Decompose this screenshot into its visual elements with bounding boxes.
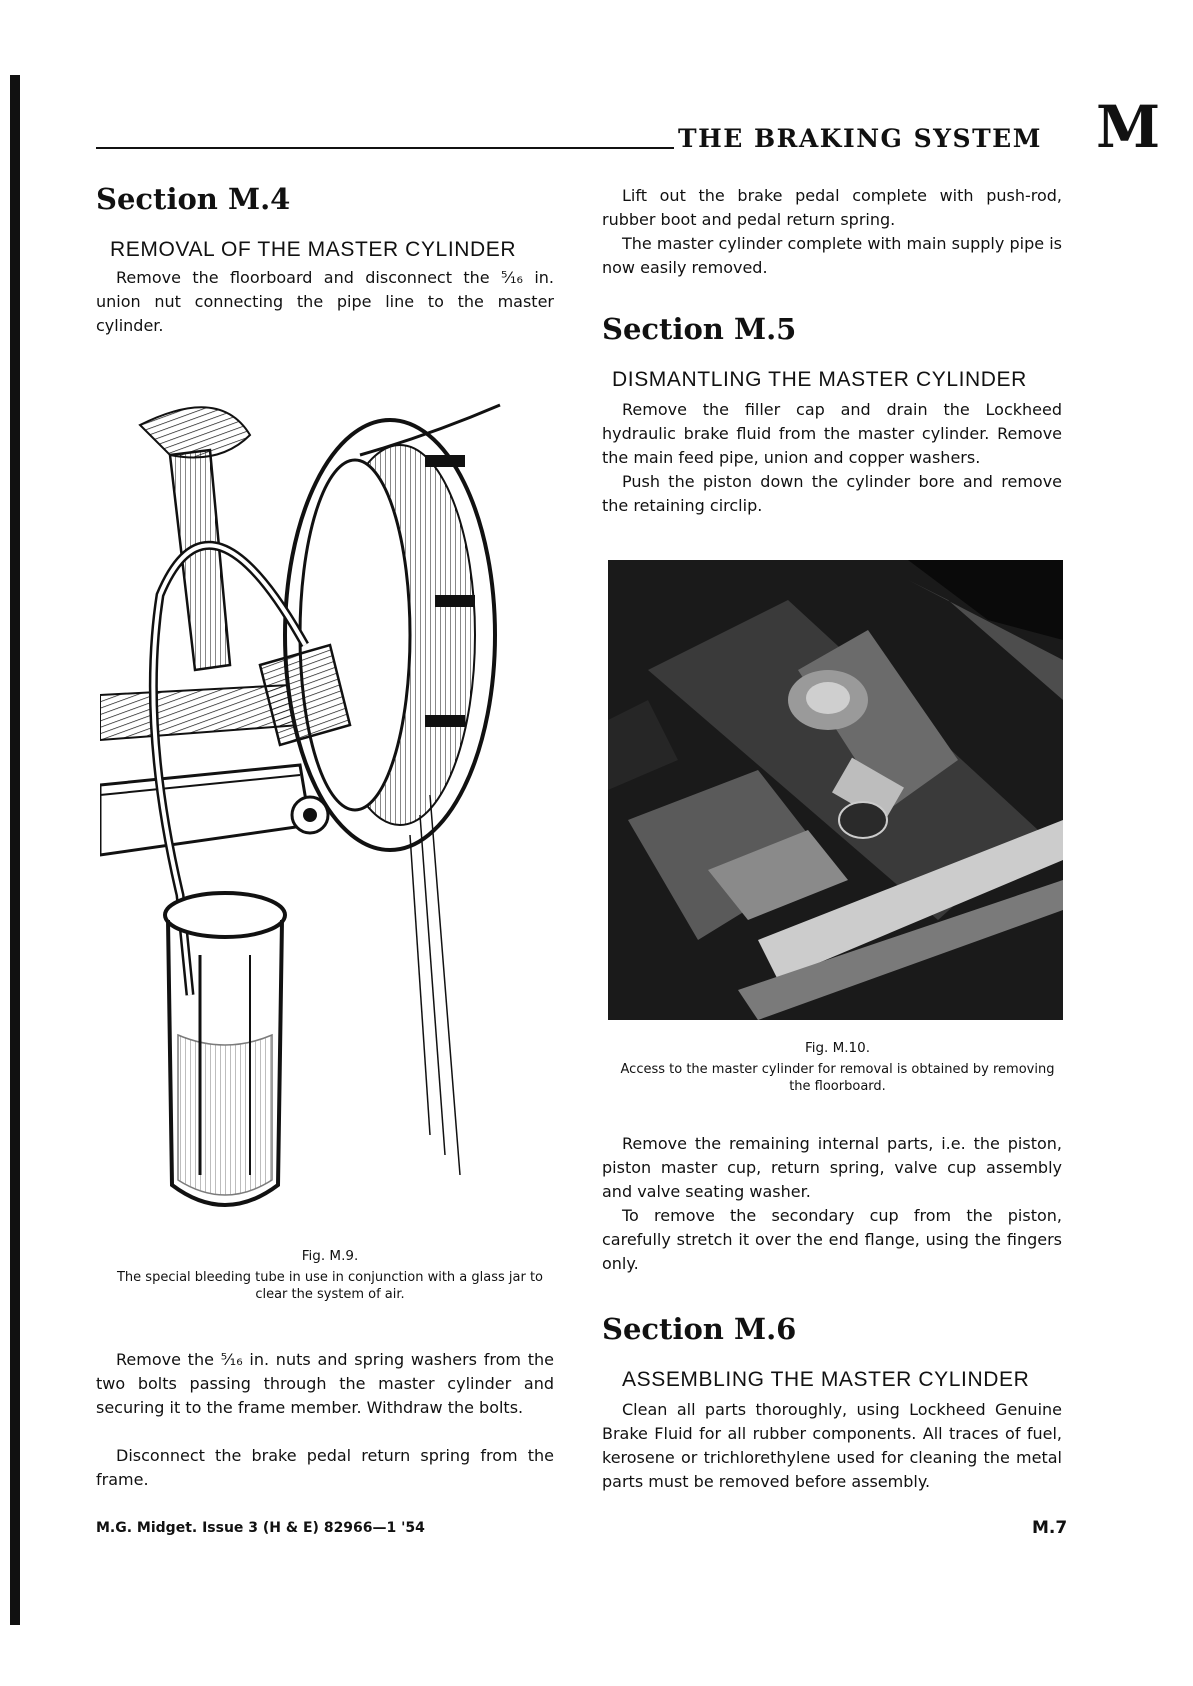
- right-paragraph-1: Lift out the brake pedal complete with push-rod, rubber boot and pedal return spring.: [602, 186, 1062, 229]
- footer-issue-info: M.G. Midget. Issue 3 (H & E) 82966—1 '54: [96, 1520, 425, 1536]
- page-binding-edge: [10, 75, 20, 1625]
- section-m5-paragraph-1: Remove the filler cap and drain the Lockheed hydraulic brake fluid from the master cylinder. Remove the main feed pipe, union and copper washers.: [602, 400, 1062, 467]
- right-paragraph-3: Remove the remaining internal parts, i.e. the piston, piston master cup, return spring, valve cup assembly and valve seating washer.: [602, 1134, 1062, 1201]
- left-paragraph-2: Remove the ⁵⁄₁₆ in. nuts and spring washers from the two bolts passing through the master cylinder and securing it to the frame member. Withdraw the bolts.: [96, 1350, 554, 1417]
- figure-m9-label: Fig. M.9.: [301, 1248, 359, 1264]
- header-rule: [96, 147, 674, 149]
- figure-m10-caption-text: Access to the master cylinder for removal is obtained by removing the floorboard.: [620, 1062, 1055, 1094]
- figure-m10-caption: [610, 1040, 1065, 1095]
- section-m4-subheading: REMOVAL OF THE MASTER CYLINDER: [110, 238, 517, 261]
- figure-m10-label: Fig. M.10.: [804, 1040, 871, 1056]
- section-m6-subheading: ASSEMBLING THE MASTER CYLINDER: [622, 1368, 1030, 1391]
- right-paragraph-4: To remove the secondary cup from the piston, carefully stretch it over the end flange, using the fingers only.: [602, 1206, 1062, 1273]
- master-cylinder-photo: [608, 560, 1063, 1020]
- figure-m9-caption: [110, 1248, 550, 1303]
- chapter-title: THE BRAKING SYSTEM: [678, 124, 1042, 153]
- page-number: M.7: [1032, 1518, 1068, 1538]
- section-m6-paragraph: Clean all parts thoroughly, using Lockheed Genuine Brake Fluid for all rubber components. All traces of fuel, kerosene or trichlorethylene used for cleaning the metal parts must be removed before assembly.: [602, 1400, 1062, 1491]
- chapter-letter: M: [1096, 93, 1161, 161]
- section-m5-paragraph-2: Push the piston down the cylinder bore and remove the retaining circlip.: [602, 472, 1062, 515]
- section-m6-heading: Section M.6: [602, 1312, 797, 1346]
- section-m4-heading: Section M.4: [96, 182, 291, 216]
- bleeding-tube-illustration: [100, 395, 550, 1220]
- section-m5-heading: Section M.5: [602, 312, 797, 346]
- section-m5-subheading: DISMANTLING THE MASTER CYLINDER: [612, 368, 1027, 391]
- figure-m9-caption-text: The special bleeding tube in use in conjunction with a glass jar to clear the system of air.: [116, 1270, 544, 1302]
- left-paragraph-3: Disconnect the brake pedal return spring from the frame.: [96, 1446, 554, 1489]
- right-paragraph-2: The master cylinder complete with main supply pipe is now easily removed.: [602, 234, 1062, 277]
- section-m4-paragraph: Remove the floorboard and disconnect the ⁵⁄₁₆ in. union nut connecting the pipe line to the master cylinder.: [96, 268, 554, 335]
